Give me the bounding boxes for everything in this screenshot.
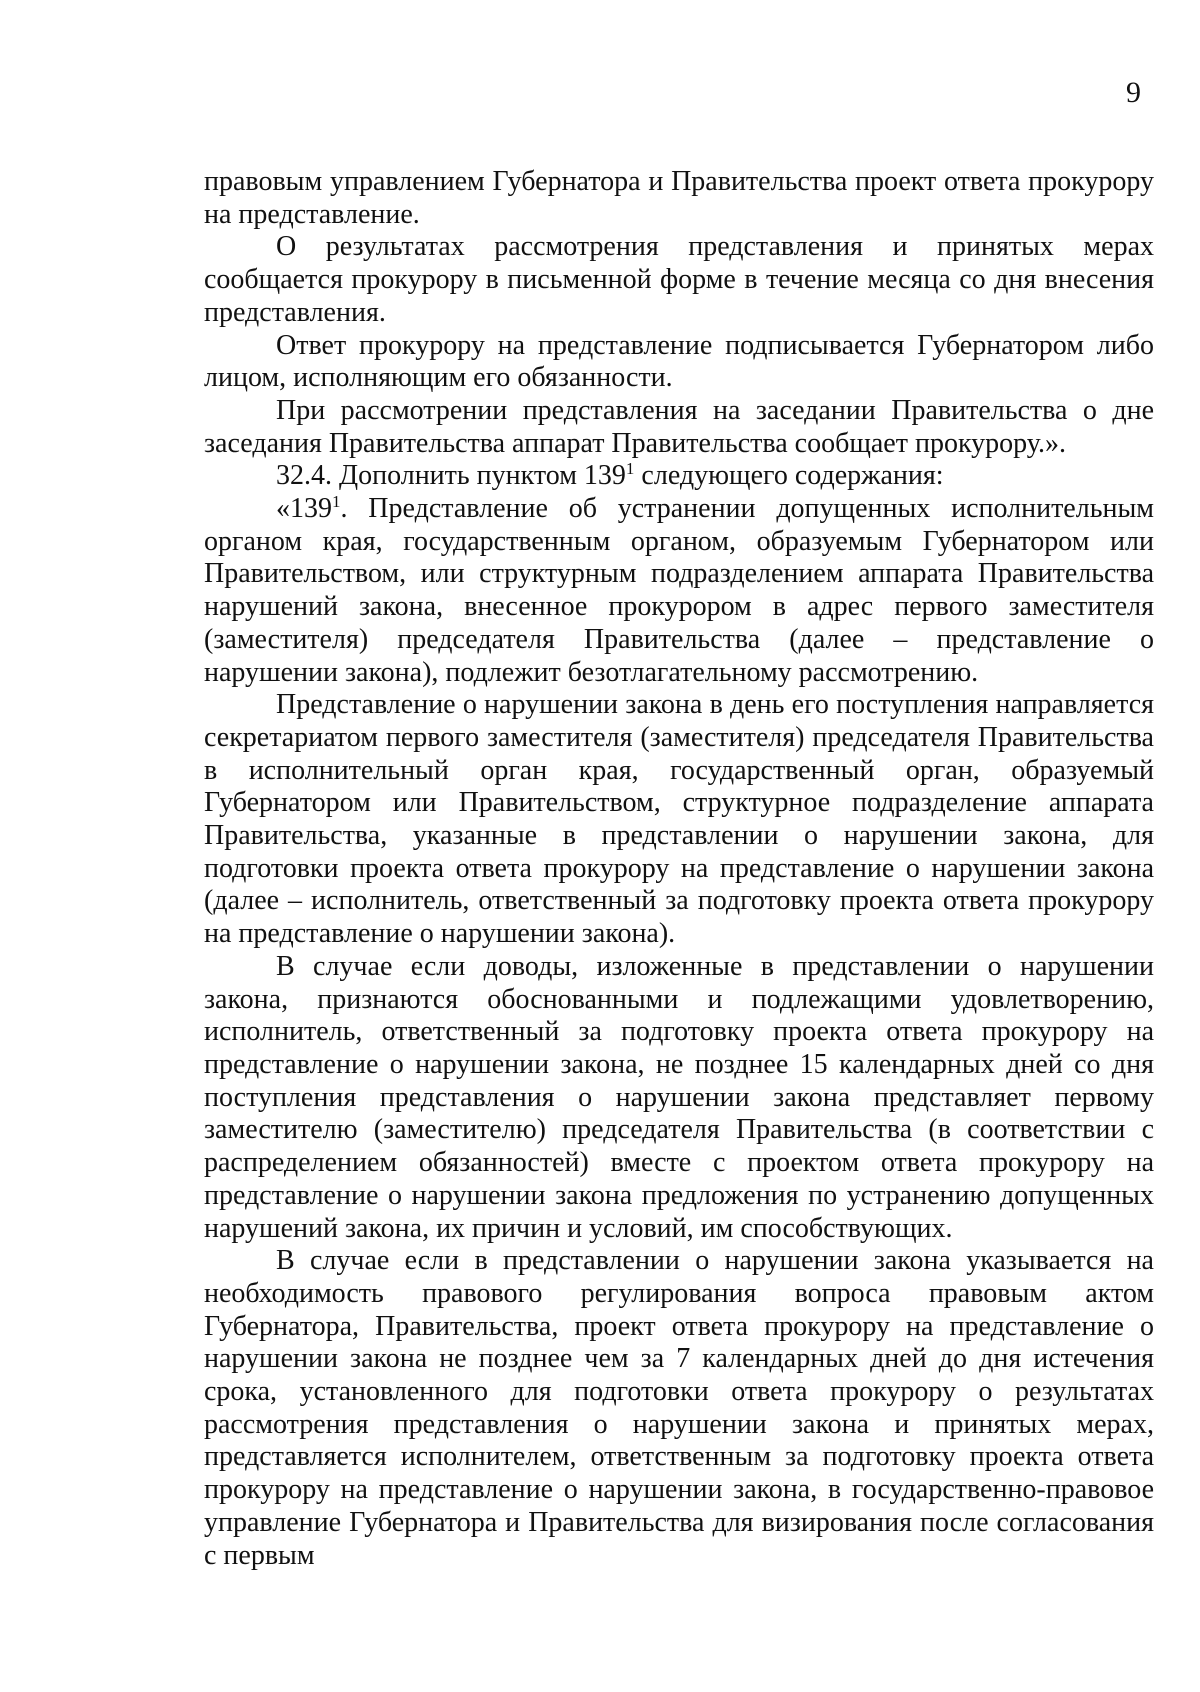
- amendment-text-start: 32.4. Дополнить пунктом 139: [276, 460, 626, 492]
- paragraph-legal-regulation: В случае если в представлении о нарушении закона указывается на необходимость правового регулирования вопроса правовым актом Губернатора, Правительства, проект ответа прокурору на представление о нарушении закона не позднее чем за 7 календарных дней до дня истечения срока, установленного для подготовки ответа прокурору о результатах рассмотрения представления о нарушении закона и принятых мерах, представляется исполнителем, ответственным за подготовку проекта ответа прокурору на представление о нарушении закона, в государственно-правовое управление Губернатора и Правительства для визирования после согласования с первым: [204, 1245, 1154, 1571]
- amendment-text-end: следующего содержания:: [634, 460, 944, 492]
- clause-number-start: «139: [276, 493, 332, 525]
- paragraph-answer-signature: Ответ прокурору на представление подписывается Губернатором либо лицом, исполняющим его обязанности.: [204, 329, 1154, 394]
- clause-text: . Представление об устранении допущенных исполнительным органом края, государственным органом, образуемым Губернатором или Правительством, или структурным подразделением аппарата Правительства нарушений закона, внесенное прокурором в адрес первого заместителя (заместителя) председателя Правительства (далее – представление о нарушении закона), подлежит безотлагательному рассмотрению.: [204, 493, 1154, 688]
- paragraph-justified-arguments: В случае если доводы, изложенные в представлении о нарушении закона, признаются обоснованными и подлежащими удовлетворению, исполнитель, ответственный за подготовку проекта ответа прокурору на представление о нарушении закона, не позднее 15 календарных дней со дня поступления представления о нарушении закона представляет первому заместителю (заместителю) председателя Правительства (в соответствии с распределением обязанностей) вместе с проектом ответа прокурору на представление о нарушении закона предложения по устранению допущенных нарушений закона, их причин и условий, им способствующих.: [204, 950, 1154, 1244]
- paragraph-results-notice: О результатах рассмотрения представления и принятых мерах сообщается прокурору в письменной форме в течение месяца со дня внесения представления.: [204, 231, 1154, 328]
- superscript-index: 1: [332, 492, 341, 512]
- paragraph-continuation: правовым управлением Губернатора и Правительства проект ответа прокурору на представление.: [204, 166, 1154, 230]
- paragraph-referral: Представление о нарушении закона в день его поступления направляется секретариатом первого заместителя (заместителя) председателя Правительства в исполнительный орган края, государственный орган, образуемый Губернатором или Правительством, структурное подразделение аппарата Правительства, указанные в представлении о нарушении закона, для подготовки проекта ответа прокурору на представление о нарушении закона (далее – исполнитель, ответственный за подготовку проекта ответа прокурору на представление о нарушении закона).: [204, 689, 1154, 950]
- superscript-index: 1: [625, 459, 635, 479]
- paragraph-meeting-notice: При рассмотрении представления на заседании Правительства о дне заседания Правительства аппарат Правительства сообщает прокурору.».: [204, 394, 1154, 459]
- paragraph-clause-139-1: [204, 493, 1154, 689]
- page-number: 9: [1126, 76, 1141, 109]
- document-body: [204, 166, 1154, 1572]
- paragraph-amendment-32-4: [204, 460, 1154, 493]
